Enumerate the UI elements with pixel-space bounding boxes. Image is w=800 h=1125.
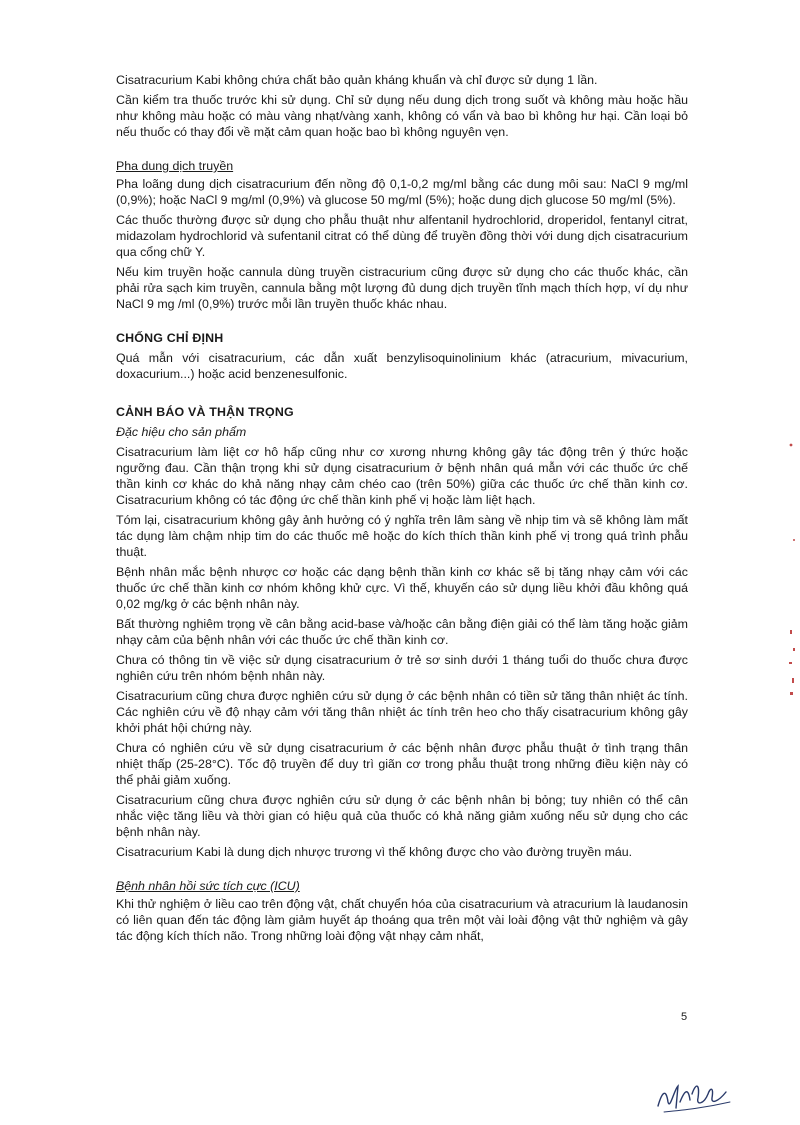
paragraph: Cisatracurium làm liệt cơ hô hấp cũng như cơ xương nhưng không gây tác động trên ý thức hoặc ngưỡng đau. Cần thận trọng khi sử dụng cisatracurium ở bệnh nhân quá mẫn với các thuốc ức chế thần kinh cơ khác do khả năng nhạy cảm chéo cao (trên 50%) giữa các thuốc ức chế thần kinh cơ. Cisatracurium không có tác động ức chế thần kinh phế vị hoặc làm liệt hạch. (116, 445, 688, 507)
paragraph: Các thuốc thường được sử dụng cho phẫu thuật như alfentanil hydrochlorid, droperidol, fentanyl citrat, midazolam hydrochlorid và sufentanil citrat có thể dùng để truyền đồng thời với dung dịch cisatracurium qua cổng chữ Y. (116, 213, 688, 259)
document-body (116, 72, 688, 948)
section-heading-contraindications: CHỐNG CHỈ ĐỊNH (116, 331, 224, 345)
paragraph: Nếu kim truyền hoặc cannula dùng truyền cistracurium cũng được sử dụng cho các thuốc khác, cần phải rửa sạch kim truyền, cannula bằng một lượng đủ dung dịch truyền tĩnh mạch thích hợp, ví dụ như NaCl 9 mg /ml (0,9%) trước mỗi lần truyền thuốc khác nhau. (116, 265, 688, 311)
subheading-product-specific: Đặc hiệu cho sản phẩm (116, 425, 247, 439)
paragraph: Cisatracurium cũng chưa được nghiên cứu sử dụng ở các bệnh nhân bị bỏng; tuy nhiên có thể cân nhắc việc tăng liều và thời gian có hiệu quả của thuốc có khả năng giảm xuống nếu sử dụng cho các bệnh nhân này. (116, 793, 688, 839)
page-number: 5 (681, 1011, 688, 1023)
paragraph: Pha loãng dung dịch cisatracurium đến nồng độ 0,1-0,2 mg/ml bằng các dung môi sau: NaCl 9 mg/ml (0,9%); hoặc NaCl 9 mg/ml (0,9%) và glucose 50 mg/ml (5%); hoặc dung dịch glucose 50 mg/ml (5%). (116, 177, 688, 207)
paragraph: Khi thử nghiệm ở liều cao trên động vật, chất chuyển hóa của cisatracurium và atracurium là laudanosin có liên quan đến tác động làm giảm huyết áp thoáng qua trên một vài loài động vật thử nghiệm và gây tác động kích thích não. Trong những loài động vật nhạy cảm nhất, (116, 897, 688, 943)
paragraph: Bất thường nghiêm trọng về cân bằng acid-base và/hoặc cân bằng điện giải có thể làm tăng hoặc giảm nhạy cảm của bệnh nhân với các thuốc ức chế thần kinh cơ. (116, 617, 688, 647)
paragraph: Cisatracurium cũng chưa được nghiên cứu sử dụng ở các bệnh nhân có tiền sử tăng thân nhiệt ác tính. Các nghiên cứu về độ nhạy cảm với tăng thân nhiệt ác tính trên heo cho thấy cisatracurium không gây khởi phát hội chứng này. (116, 689, 688, 735)
paragraph: Chưa có thông tin về việc sử dụng cisatracurium ở trẻ sơ sinh dưới 1 tháng tuổi do thuốc chưa được nghiên cứu trên nhóm bệnh nhân này. (116, 653, 688, 683)
paragraph: Quá mẫn với cisatracurium, các dẫn xuất benzylisoquinolinium khác (atracurium, mivacurium, doxacurium...) hoặc acid benzenesulfonic. (116, 351, 688, 381)
paragraph: Tóm lại, cisatracurium không gây ảnh hưởng có ý nghĩa trên lâm sàng về nhịp tim và sẽ không làm mất tác dụng làm chậm nhịp tim do các thuốc mê hoặc do kích thích thần kinh phế vị trong quá trình phẫu thuật. (116, 513, 688, 559)
paragraph: Cần kiểm tra thuốc trước khi sử dụng. Chỉ sử dụng nếu dung dịch trong suốt và không màu hoặc hầu như không màu hoặc có màu vàng nhạt/vàng xanh, không có vẩn và bao bì không hư hại. Cần loại bỏ nếu thuốc có thay đổi về mặt cảm quan hoặc bao bì không nguyên vẹn. (116, 93, 688, 139)
handwritten-signature (654, 1072, 734, 1116)
paragraph: Chưa có nghiên cứu về sử dụng cisatracurium ở các bệnh nhân được phẫu thuật ở tình trạng thân nhiệt thấp (25-28°C). Tốc độ truyền để duy trì giãn cơ trong phẫu thuật trong những điều kiện này có thể phải giảm xuống. (116, 741, 688, 787)
section-heading-warnings: CẢNH BÁO VÀ THẬN TRỌNG (116, 405, 294, 419)
paragraph: Bệnh nhân mắc bệnh nhược cơ hoặc các dạng bệnh thần kinh cơ khác sẽ bị tăng nhạy cảm với các thuốc ức chế thần kinh cơ nhóm không khử cực. Vì thế, khuyến cáo sử dụng liều khởi đầu không quá 0,02 mg/kg ở các bệnh nhân này. (116, 565, 688, 611)
paragraph: Cisatracurium Kabi là dung dịch nhược trương vì thế không được cho vào đường truyền máu. (116, 845, 633, 859)
margin-stamp-marks (782, 440, 800, 740)
paragraph: Cisatracurium Kabi không chứa chất bảo quản kháng khuẩn và chỉ được sử dụng 1 lần. (116, 73, 598, 87)
section-heading-dilution: Pha dung dịch truyền (116, 159, 234, 173)
section-heading-icu: Bệnh nhân hồi sức tích cực (ICU) (116, 879, 300, 893)
